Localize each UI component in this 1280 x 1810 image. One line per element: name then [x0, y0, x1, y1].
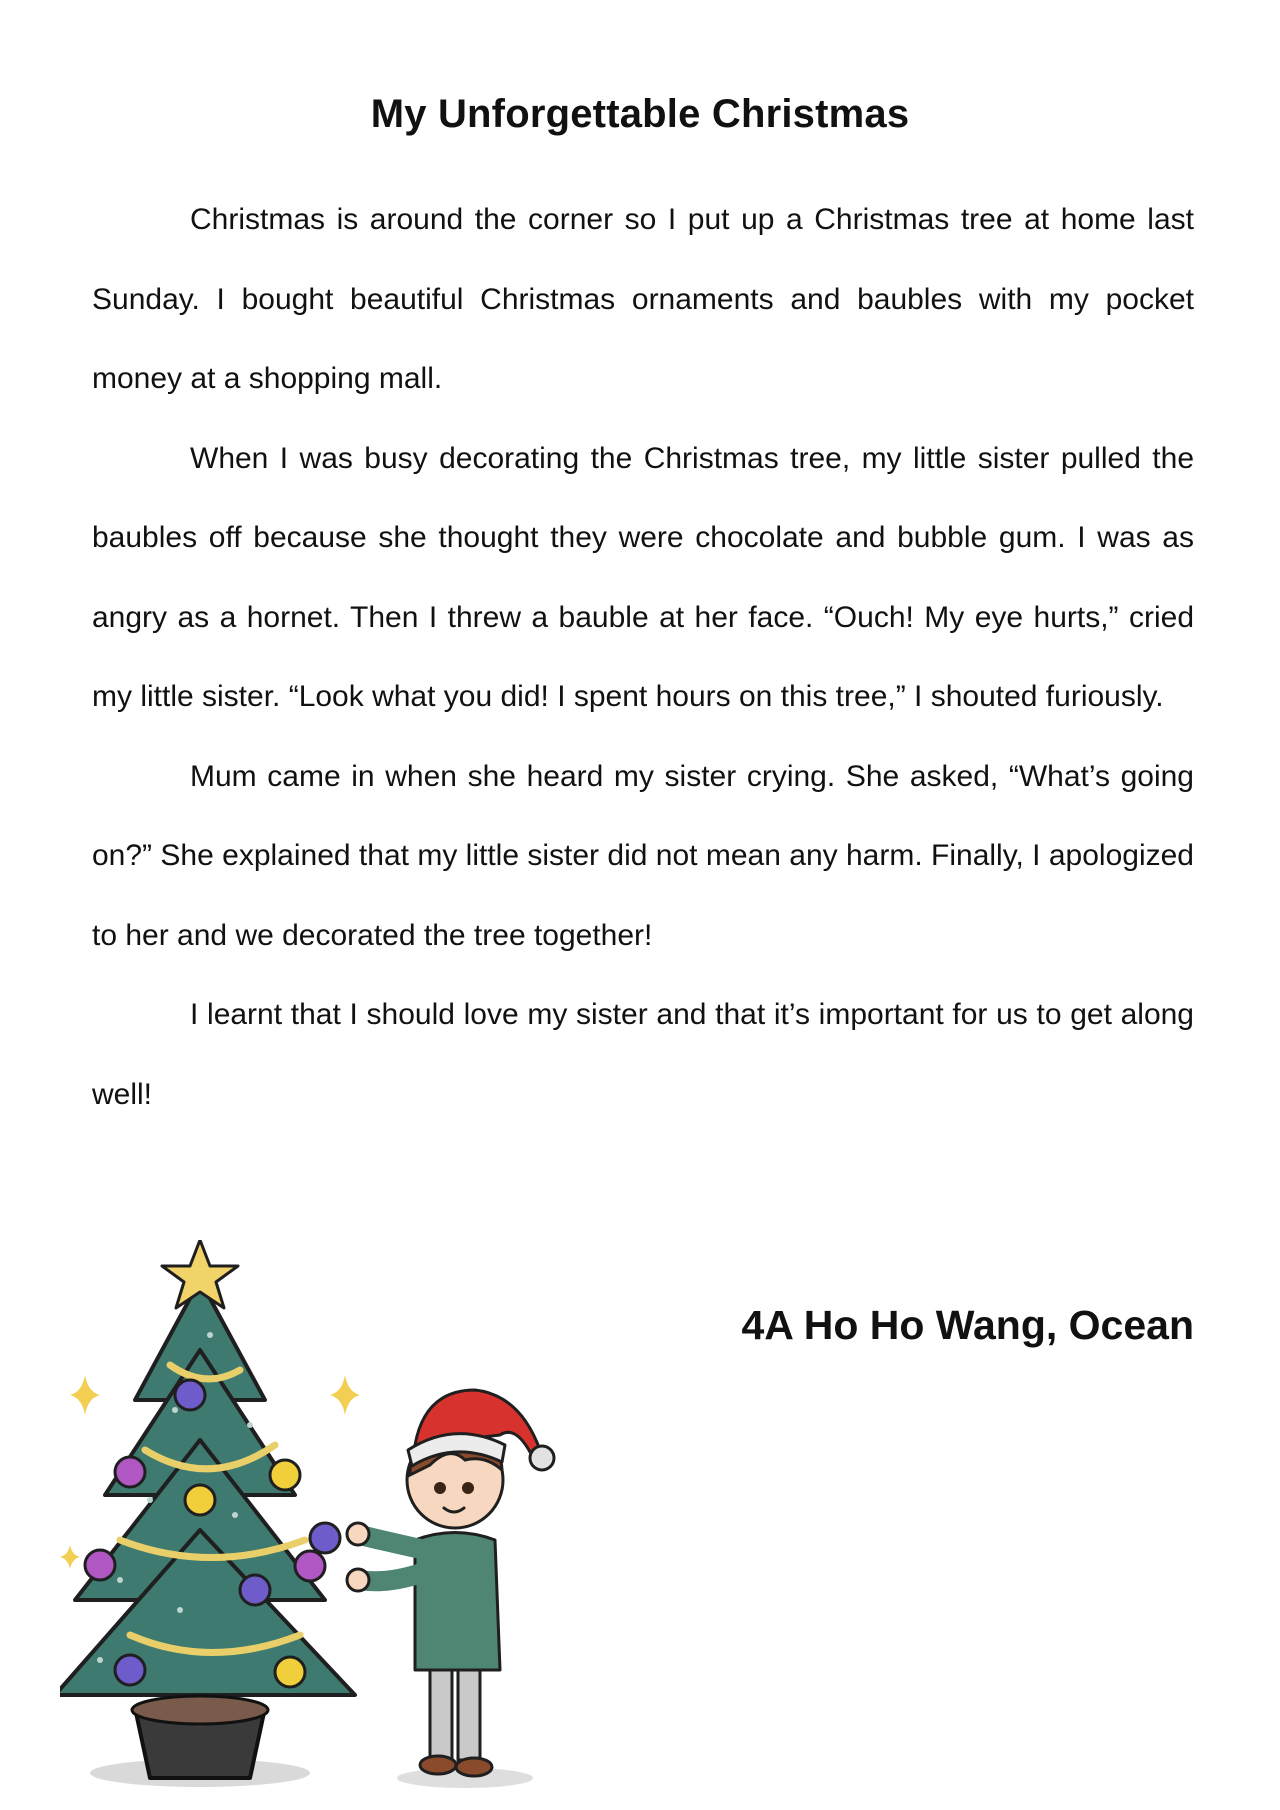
christmas-tree-boy-illustration: [60, 1240, 590, 1800]
bauble: [185, 1485, 215, 1515]
bauble: [115, 1457, 145, 1487]
paragraph-3: Mum came in when she heard my sister crying. She asked, “What’s going on?” She explained that my little sister did not mean any harm. Finally, I apologized to her and we decorated the tree together!: [92, 759, 1194, 952]
pot-soil: [132, 1696, 268, 1724]
bauble: [115, 1655, 145, 1685]
boy-hand: [347, 1523, 369, 1545]
bauble: [175, 1380, 205, 1410]
boy-shoe: [420, 1756, 456, 1774]
bauble: [295, 1551, 325, 1581]
boy-leg: [430, 1660, 452, 1760]
paragraph-4: I learnt that I should love my sister and that it’s important for us to get along well!: [92, 998, 1194, 1111]
bauble: [240, 1575, 270, 1605]
essay-body: [92, 180, 1194, 1134]
boy-shoe: [456, 1758, 492, 1776]
boy-eye: [434, 1482, 446, 1494]
page-title: My Unforgettable Christmas: [370, 92, 910, 136]
bauble: [270, 1460, 300, 1490]
sparkle-icon: [60, 1545, 80, 1569]
sparkle-icon: [330, 1375, 360, 1415]
boy-hand: [347, 1569, 369, 1591]
bauble: [85, 1550, 115, 1580]
boy-leg: [458, 1660, 480, 1760]
bauble: [275, 1657, 305, 1687]
santa-hat-pompom: [530, 1446, 554, 1470]
bauble: [310, 1523, 340, 1553]
paragraph-1: Christmas is around the corner so I put up a Christmas tree at home last Sunday. I bought beautiful Christmas ornaments and baubles with my pocket money at a shopping mall.: [92, 203, 1194, 395]
sparkle-icon: [70, 1375, 100, 1415]
boy-arm: [360, 1570, 430, 1581]
boy-eye: [462, 1482, 474, 1494]
author-name: 4A Ho Ho Wang, Ocean: [741, 1302, 1194, 1348]
paragraph-2: When I was busy decorating the Christmas tree, my little sister pulled the baubles off because she thought they were chocolate and bubble gum. I was as angry as a hornet. Then I threw a bauble at her face. “Ouch! My eye hurts,” cried my little sister. “Look what you did! I spent hours on this tree,” I shouted furiously.: [92, 441, 1194, 713]
